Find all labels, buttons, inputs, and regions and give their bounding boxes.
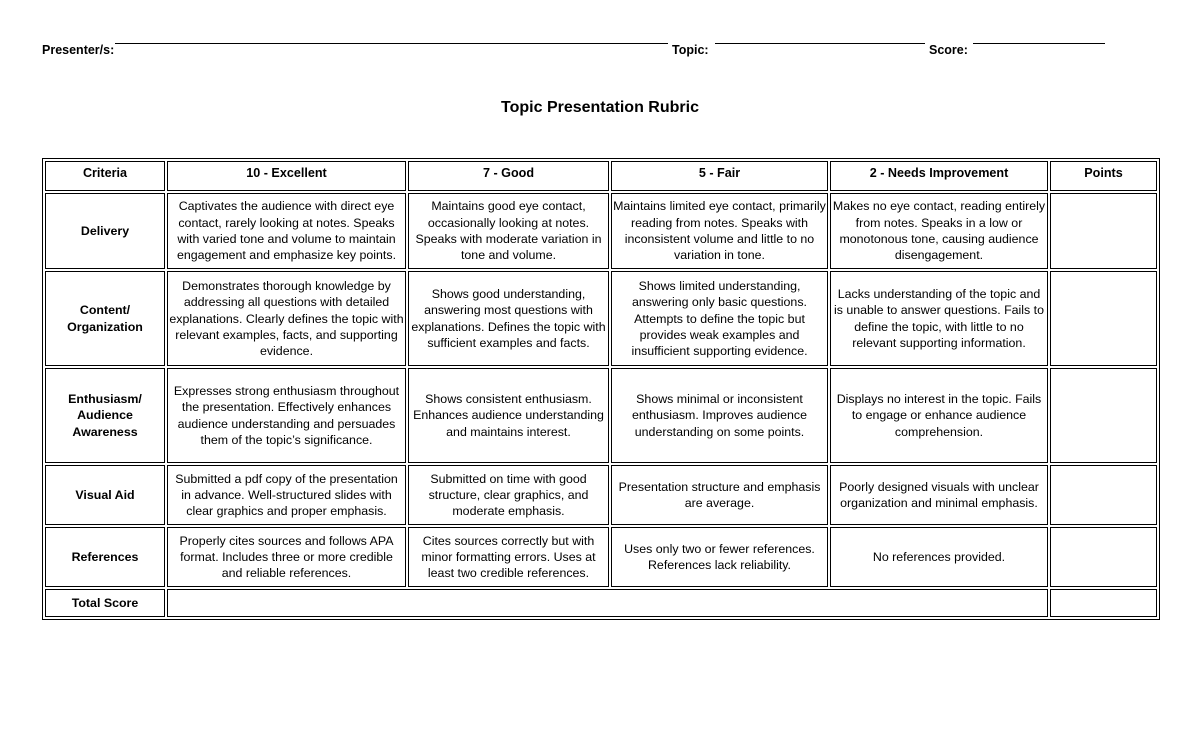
cell-delivery-excellent: Captivates the audience with direct eye contact, rarely looking at notes. Speaks with varied tone and volume to maintain engagement and emphasize key points.	[167, 193, 406, 270]
cell-delivery-needs-improvement: Makes no eye contact, reading entirely from notes. Speaks in a low or monotonous tone, causing audience disengagement.	[830, 193, 1048, 270]
topic-field[interactable]	[715, 43, 925, 44]
presenter-label: Presenter/s:	[42, 43, 115, 57]
cell-delivery-good: Maintains good eye contact, occasionally looking at notes. Speaks with moderate variation in tone and volume.	[408, 193, 609, 270]
criteria-visual-aid: Visual Aid	[45, 465, 165, 525]
cell-references-good: Cites sources correctly but with minor formatting errors. Uses at least two credible references.	[408, 527, 609, 587]
presenter-field[interactable]	[115, 43, 668, 44]
cell-enthusiasm-excellent: Expresses strong enthusiasm throughout the presentation. Effectively enhances audience understanding and persuades them of the topic’s significance.	[167, 368, 406, 463]
table-row	[45, 368, 1157, 463]
score-field[interactable]	[973, 43, 1105, 44]
criteria-references: References	[45, 527, 165, 587]
score-label: Score:	[929, 43, 968, 57]
points-references[interactable]	[1050, 527, 1157, 587]
header-fields	[42, 43, 1112, 63]
cell-visual-aid-good: Submitted on time with good structure, clear graphics, and moderate emphasis.	[408, 465, 609, 525]
criteria-content-organization: Content/ Organization	[45, 271, 165, 366]
table-row	[45, 271, 1157, 366]
total-score-merged-cell	[167, 589, 1048, 617]
cell-visual-aid-excellent: Submitted a pdf copy of the presentation in advance. Well-structured slides with clear graphics and proper emphasis.	[167, 465, 406, 525]
criteria-delivery: Delivery	[45, 193, 165, 270]
table-header-row	[45, 161, 1157, 191]
page-title: Topic Presentation Rubric	[501, 99, 699, 116]
cell-visual-aid-needs-improvement: Poorly designed visuals with unclear organization and minimal emphasis.	[830, 465, 1048, 525]
table-row	[45, 193, 1157, 270]
cell-visual-aid-fair: Presentation structure and emphasis are average.	[611, 465, 828, 525]
rubric-table	[42, 158, 1160, 620]
points-enthusiasm[interactable]	[1050, 368, 1157, 463]
cell-references-fair: Uses only two or fewer references. References lack reliability.	[611, 527, 828, 587]
cell-content-good: Shows good understanding, answering most questions with explanations. Defines the topic with sufficient examples and facts.	[408, 271, 609, 366]
table-row	[45, 527, 1157, 587]
points-delivery[interactable]	[1050, 193, 1157, 270]
column-header-good: 7 - Good	[408, 161, 609, 191]
cell-delivery-fair: Maintains limited eye contact, primarily reading from notes. Speaks with inconsistent volume and little to no variation in tone.	[611, 193, 828, 270]
column-header-needs-improvement: 2 - Needs Improvement	[830, 161, 1048, 191]
cell-references-excellent: Properly cites sources and follows APA format. Includes three or more credible and reliable references.	[167, 527, 406, 587]
cell-enthusiasm-fair: Shows minimal or inconsistent enthusiasm. Improves audience understanding on some points.	[611, 368, 828, 463]
column-header-excellent: 10 - Excellent	[167, 161, 406, 191]
cell-enthusiasm-needs-improvement: Displays no interest in the topic. Fails to engage or enhance audience comprehension.	[830, 368, 1048, 463]
total-score-value[interactable]	[1050, 589, 1157, 617]
total-score-row	[45, 589, 1157, 617]
cell-references-needs-improvement: No references provided.	[830, 527, 1048, 587]
column-header-points: Points	[1050, 161, 1157, 191]
table-row	[45, 465, 1157, 525]
points-content[interactable]	[1050, 271, 1157, 366]
cell-content-needs-improvement: Lacks understanding of the topic and is unable to answer questions. Fails to define the topic, with little to no relevant supporting information.	[830, 271, 1048, 366]
cell-content-excellent: Demonstrates thorough knowledge by addressing all questions with detailed explanations. Clearly defines the topic with relevant examples, facts, and supporting evidence.	[167, 271, 406, 366]
topic-label: Topic:	[672, 43, 709, 57]
cell-content-fair: Shows limited understanding, answering only basic questions. Attempts to define the topic but provides weak examples and insufficient supporting evidence.	[611, 271, 828, 366]
points-visual-aid[interactable]	[1050, 465, 1157, 525]
total-score-label: Total Score	[45, 589, 165, 617]
column-header-criteria: Criteria	[45, 161, 165, 191]
cell-enthusiasm-good: Shows consistent enthusiasm. Enhances audience understanding and maintains interest.	[408, 368, 609, 463]
criteria-enthusiasm: Enthusiasm/ Audience Awareness	[45, 368, 165, 463]
column-header-fair: 5 - Fair	[611, 161, 828, 191]
